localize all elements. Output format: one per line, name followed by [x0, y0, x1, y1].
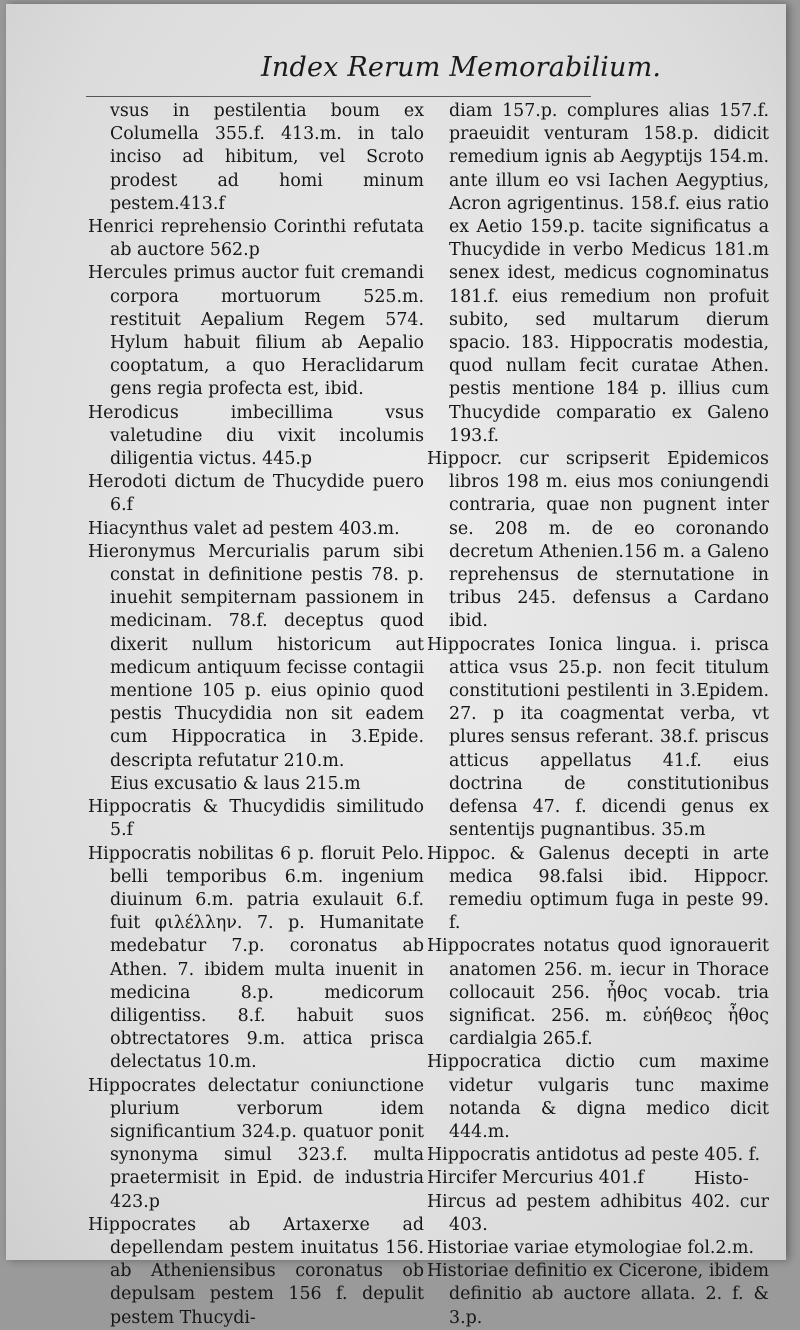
- index-entry: Hircus ad pestem adhibitus 402. cur 403.: [427, 1191, 769, 1235]
- index-entry: diam 157.p. complures alias 157.f. praeuidit venturam 158.p. didicit remedium ignis ab Aegyptijs 154.m. ante illum eo vsi Iachen Aegyptius, Acron agrigentinus. 158.f. eius ratio ex Aetio 159.p. tacite significatus a Thucydide in verbo Medicus 181.m senex idest, medicus cognominatus 181.f. eius remedium non profuit subito, sed multarum dierum spacio. 183. Hippocratis modestia, quod nullam fecit curatae Athen. pestis mentione 184 p. illius cum Thucydide comparatio ex Galeno 193.f.: [449, 101, 769, 446]
- right-column: [427, 100, 769, 1330]
- index-entry: Hircifer Mercurius 401.f: [427, 1168, 644, 1189]
- index-entry: Hippocratis nobilitas 6 p. floruit Pelo. belli temporibus 6.m. ingenium diuinum 6.m. patria exulauit 6.f. fuit φιλέλλην. 7. p. Humanitate medebatur 7.p. coronatus ab Athen. 7. ibidem multa inuenit in medicina 8.p. medicorum diligentiss. 8.f. habuit suos obtrectatores 9.m. attica prisca delectatus 10.m.: [88, 843, 424, 1073]
- index-entry: Hippocrates Ionica lingua. i. prisca attica vsus 25.p. non fecit titulum constitutioni pestilenti in 3.Epidem. 27. p ita coagmentat verba, vt plures sensus referant. 38.f. priscus atticus appellatus 41.f. eius doctrina de constitutionibus defensa 47. f. dicendi genus ex sententijs pugnantibus. 35.m: [427, 634, 769, 841]
- index-entry: Eius excusatio & laus 215.m: [110, 773, 361, 794]
- index-entry: Hippocratis & Thucydidis similitudo 5.f: [88, 797, 424, 841]
- index-entry: Hippocratica dictio cum maxime videtur vulgaris tunc maxime notanda & digna medico dicit 444.m.: [427, 1052, 769, 1142]
- index-entry: Hiacynthus valet ad pestem 403.m.: [88, 518, 400, 539]
- index-entry: Historiae definitio ex Cicerone, ibidem definitio ab auctore allata. 2. f. & 3.p.: [427, 1261, 769, 1328]
- left-column: [88, 100, 424, 1330]
- index-entry: Henrici reprehensio Corinthi refutata ab auctore 562.p: [88, 217, 424, 261]
- running-header: Index Rerum Memorabilium.: [261, 52, 662, 83]
- index-entry: Herodicus imbecillima vsus valetudine diu vixit incolumis diligentia victus. 445.p: [88, 402, 424, 470]
- index-entry: Hippoc. & Galenus decepti in arte medica 98.falsi ibid. Hippocr. remediu optimum fuga in peste 99. f.: [427, 843, 769, 934]
- index-entry: Historiae variae etymologiae fol.2.m.: [427, 1237, 755, 1258]
- header-rule: [86, 96, 591, 97]
- index-entry: Herodoti dictum de Thucydide puero 6.f: [88, 472, 424, 516]
- index-entry: Hippocrates notatus quod ignorauerit anatomen 256. m. iecur in Thorace collocauit 256. ἦθος vocab. tria significat. 256. m. εὐήθεος ἦθος cardialgia 265.f.: [427, 936, 769, 1050]
- index-entry: Hercules primus auctor fuit cremandi corpora mortuorum 525.m. restituit Aepalium Regem 574. Hylum habuit filium ab Aepalio cooptatum, a quo Heraclidarum gens regia profecta est, ibid.: [88, 263, 424, 400]
- index-entry: Hippocrates delectatur coniunctione plurium verborum idem significantium 324.p. quatuor ponit synonyma simul 323.f. multa praetermisit in Epid. de industria 423.p: [88, 1075, 424, 1212]
- index-entry: vsus in pestilentia boum ex Columella 355.f. 413.m. in talo inciso ad hibitum, vel Scroto prodest ad homi minum pestem.413.f: [110, 101, 424, 214]
- book-page: [6, 4, 786, 1328]
- catchword: Histo-: [694, 1168, 749, 1189]
- index-entry: Hippocr. cur scripserit Epidemicos libros 198 m. eius mos coniungendi contraria, quae non pugnent inter se. 208 m. de eo coronando decretum Athenien.156 m. a Galeno reprehensus de sternutatione in tribus 245. defensus a Cardano ibid.: [427, 449, 769, 632]
- index-entry: Hieronymus Mercurialis parum sibi constat in definitione pestis 78. p. inuehit sempiternam passionem in medicinam. 78.f. deceptus quod dixerit nullum historicum aut medicum antiquum fecisse contagii mentione 105 p. eius opinio quod pestis Thucydidia non sit eadem cum Hippocratica in 3.Epide. descripta refutatur 210.m.: [88, 541, 424, 771]
- index-entry: Hippocrates ab Artaxerxe ad depellendam pestem inuitatus 156. ab Atheniensibus coronatus ob depulsam pestem 156 f. depulit pestem Thucydi-: [88, 1214, 424, 1328]
- index-entry: Hippocratis antidotus ad peste 405. f.: [427, 1145, 761, 1166]
